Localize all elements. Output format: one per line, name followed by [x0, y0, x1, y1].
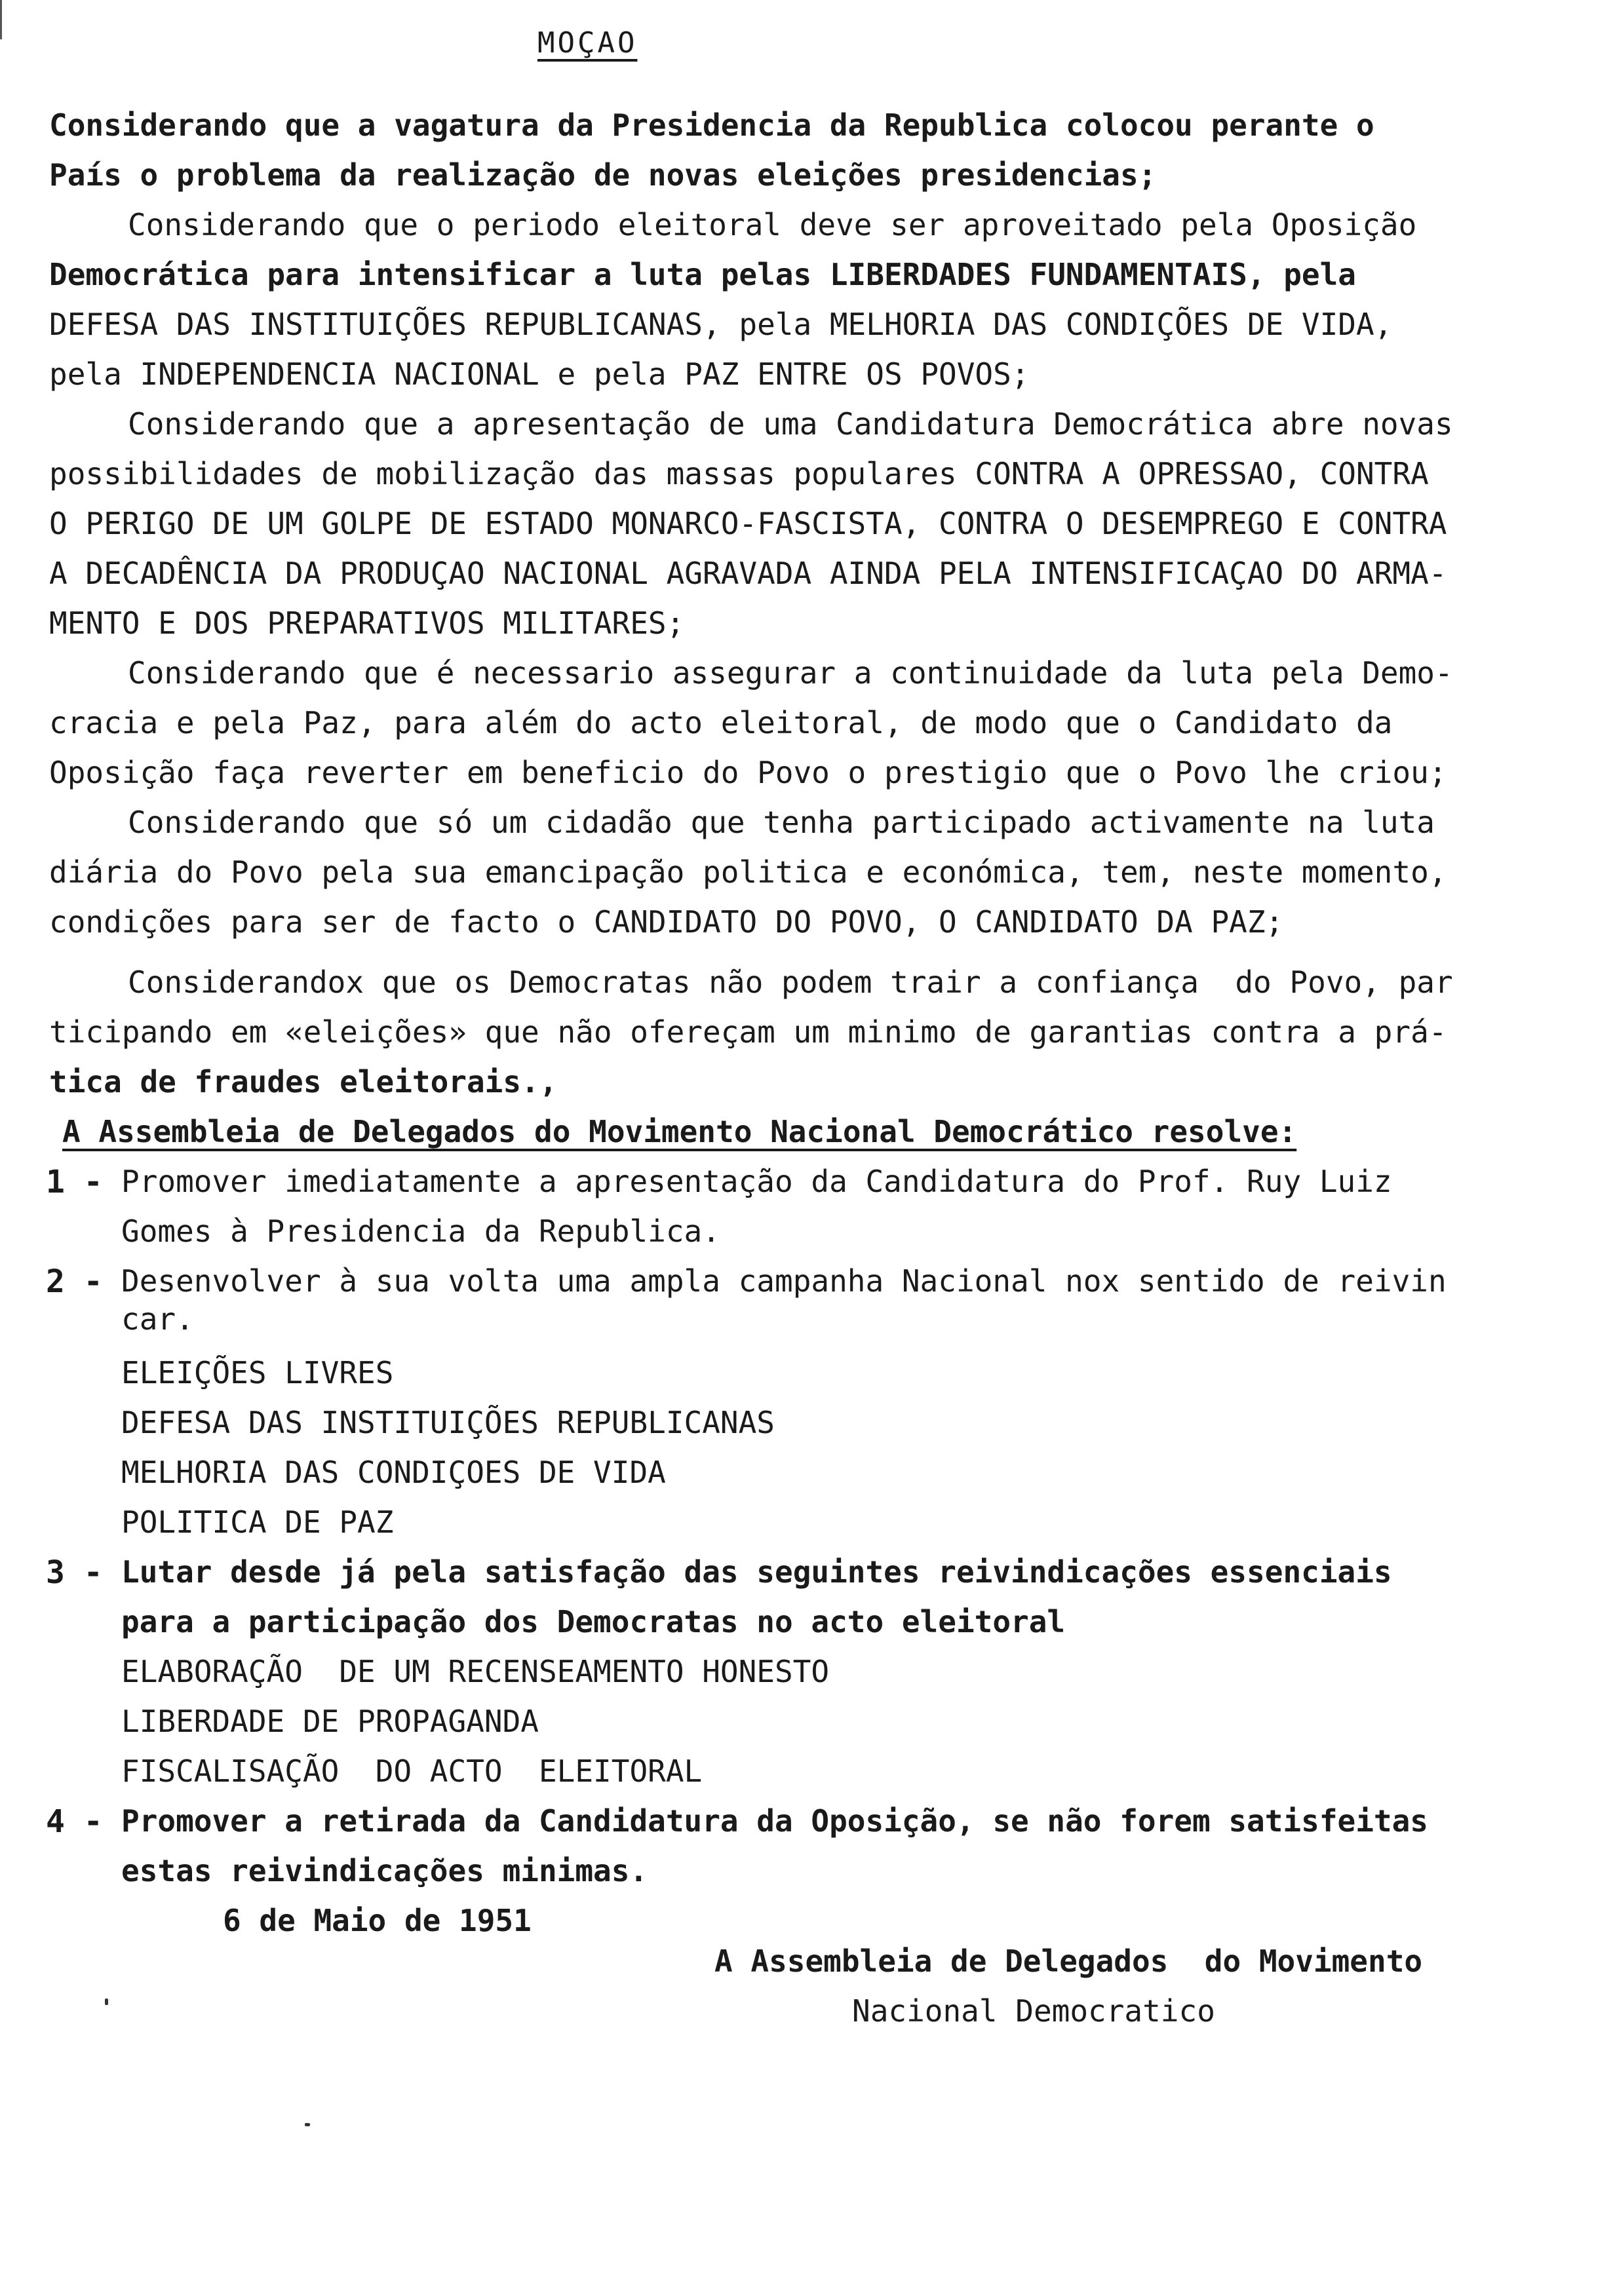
paragraph-3-line-4: A DECADÊNCIA DA PRODUÇAO NACIONAL AGRAVADA AINDA PELA INTENSIFICAÇAO DO ARMA- — [49, 556, 1447, 591]
item-1-line-2: Gomes à Presidencia da Republica. — [121, 1214, 720, 1249]
paragraph-3-line-3: O PERIGO DE UM GOLPE DE ESTADO MONARCO-FASCISTA, CONTRA O DESEMPREGO E CONTRA — [49, 506, 1447, 541]
item-4-number: 4 - — [46, 1803, 103, 1840]
paragraph-2-line-4: pela INDEPENDENCIA NACIONAL e pela PAZ ENTRE OS POVOS; — [49, 356, 1030, 392]
item-2-number: 2 - — [46, 1263, 103, 1300]
item-2-sublist-4: POLITICA DE PAZ — [121, 1504, 394, 1540]
paragraph-6-line-1: Considerandox que os Democratas não podem trair a confiança do Povo, par — [128, 965, 1453, 1000]
paragraph-6-line-2: ticipando em «eleições» que não ofereçam um minimo de garantias contra a prá- — [49, 1014, 1447, 1050]
signature-line-2: Nacional Democratico — [852, 1993, 1215, 2029]
paragraph-2-line-3: DEFESA DAS INSTITUIÇÕES REPUBLICANAS, pela MELHORIA DAS CONDIÇÕES DE VIDA, — [49, 307, 1393, 342]
signature-line-1: A Assembleia de Delegados do Movimento — [714, 1943, 1423, 1979]
item-2-sublist-1: ELEIÇÕES LIVRES — [121, 1355, 394, 1390]
resolve-heading: A Assembleia de Delegados do Movimento Nacional Democrático resolve: — [62, 1114, 1297, 1149]
paragraph-4-line-2: cracia e pela Paz, para além do acto eleitoral, de modo que o Candidato da — [49, 705, 1393, 740]
paragraph-4-line-3: Oposição faça reverter em beneficio do Povo o prestigio que o Povo lhe criou; — [49, 755, 1447, 790]
paragraph-2-line-1: Considerando que o periodo eleitoral deve ser aproveitado pela Oposição — [128, 207, 1417, 242]
scan-speck — [105, 1999, 108, 2005]
paragraph-1-line-1: Considerando que a vagatura da Presidencia da Republica colocou perante o — [49, 107, 1374, 143]
paragraph-5-line-2: diária do Povo pela sua emancipação politica e económica, tem, neste momento, — [49, 854, 1447, 890]
paragraph-3-line-1: Considerando que a apresentação de uma Candidatura Democrática abre novas — [128, 406, 1453, 442]
paragraph-5-line-3: condições para ser de facto o CANDIDATO DO POVO, O CANDIDATO DA PAZ; — [49, 904, 1284, 940]
paragraph-1-line-2: País o problema da realização de novas eleições presidencias; — [49, 157, 1157, 193]
item-2-line-1: Desenvolver à sua volta uma ampla campanha Nacional nox sentido de reivin — [121, 1263, 1447, 1299]
document-date: 6 de Maio de 1951 — [223, 1903, 532, 1938]
paragraph-5-line-1: Considerando que só um cidadão que tenha participado activamente na luta — [128, 805, 1435, 840]
item-2-sublist-3: MELHORIA DAS CONDIÇOES DE VIDA — [121, 1455, 666, 1490]
item-2-sublist-2: DEFESA DAS INSTITUIÇÕES REPUBLICANAS — [121, 1405, 775, 1440]
item-3-sublist-2: LIBERDADE DE PROPAGANDA — [121, 1704, 539, 1739]
item-1-line-1: Promover imediatamente a apresentação da Candidatura do Prof. Ruy Luiz — [121, 1164, 1392, 1199]
item-3-number: 3 - — [46, 1554, 103, 1591]
paragraph-6-line-3: tica de fraudes eleitorais., — [49, 1064, 558, 1100]
item-2-line-2: car. — [121, 1301, 194, 1337]
item-3-sublist-3: FISCALISAÇÃO DO ACTO ELEITORAL — [121, 1753, 703, 1789]
paragraph-2-line-2: Democrática para intensificar a luta pelas LIBERDADES FUNDAMENTAIS, pela — [49, 257, 1356, 292]
paragraph-4-line-1: Considerando que é necessario assegurar a continuidade da luta pela Demo- — [128, 655, 1453, 691]
page-edge-mark — [0, 0, 2, 39]
item-3-line-1: Lutar desde já pela satisfação das seguintes reivindicações essenciais — [121, 1554, 1392, 1590]
document-title: MOÇAO — [537, 26, 638, 60]
item-3-sublist-1: ELABORAÇÃO DE UM RECENSEAMENTO HONESTO — [121, 1654, 830, 1689]
item-3-line-2: para a participação dos Democratas no acto eleitoral — [121, 1604, 1066, 1639]
item-4-line-2: estas reivindicações minimas. — [121, 1853, 648, 1888]
paragraph-3-line-5: MENTO E DOS PREPARATIVOS MILITARES; — [49, 605, 685, 641]
item-1-number: 1 - — [46, 1164, 103, 1200]
scan-speck — [305, 2123, 310, 2126]
item-4-line-1: Promover a retirada da Candidatura da Oposição, se não forem satisfeitas — [121, 1803, 1428, 1839]
paragraph-3-line-2: possibilidades de mobilização das massas populares CONTRA A OPRESSAO, CONTRA — [49, 456, 1429, 491]
